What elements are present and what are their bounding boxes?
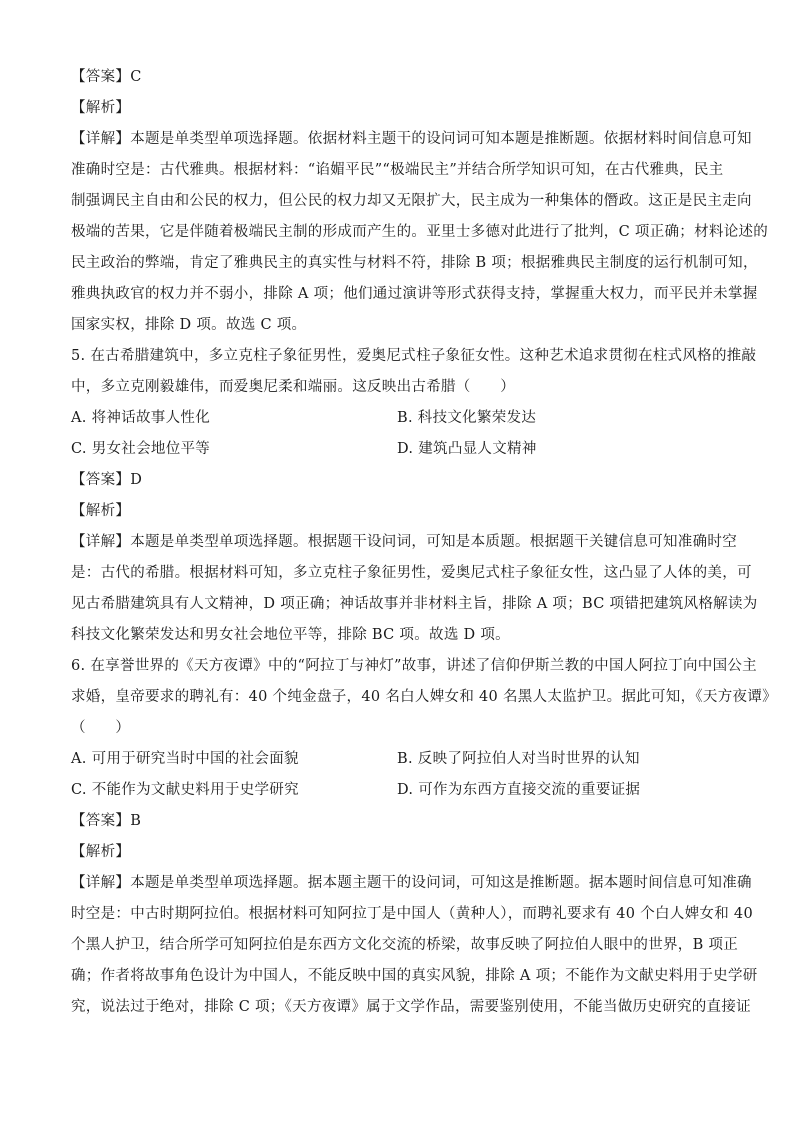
option-d: D. 建筑凸显人文精神 [397,441,537,457]
detail-line: 准确时空是：古代雅典。根据材料：“谄媚平民”“极端民主”并结合所学知识可知，在古代雅典，民主 [71,162,724,178]
question-6-stem [71,651,777,744]
detail-line: 极端的苦果，它是伴随着极端民主制的形成而产生的。亚里士多德对此进行了批判，C 项正确；材料论述的 [71,224,769,240]
option-a: A. 将神话故事人性化 [71,410,210,426]
detail-line: 科技文化繁荣发达和男女社会地位平等，排除 BC 项。故选 D 项。 [71,627,510,643]
detail-q5 [71,527,758,651]
detail-line: 时空是：中古时期阿拉伯。根据材料可知阿拉丁是中国人（黄种人），而聘礼要求有 40 个白人婢女和 40 [71,906,753,922]
detail-line: 究，说法过于绝对，排除 C 项；《天方夜谭》属于文学作品，需要鉴别使用，不能当做历史研究的直接证 [71,999,751,1015]
document-page [71,62,777,1023]
detail-q6 [71,868,758,1023]
detail-line: 雅典执政官的权力并不弱小，排除 A 项；他们通过演讲等形式获得支持，掌握重大权力，而平民并未掌握 [71,286,758,302]
detail-line: 个黑人护卫，结合所学可知阿拉伯是东西方文化交流的桥梁，故事反映了阿拉伯人眼中的世界，B 项正 [71,937,739,953]
option-d: D. 可作为东西方直接交流的重要证据 [397,782,641,798]
question-5-options [71,403,731,465]
stem-line: 6. 在享誉世界的《天方夜谭》中的“阿拉丁与神灯”故事，讲述了信仰伊斯兰教的中国人阿拉丁向中国公主 [71,658,757,674]
option-b: B. 反映了阿拉伯人对当时世界的认知 [397,751,640,767]
stem-line: （ ） [71,720,131,736]
question-5-stem [71,341,757,403]
answer-q4: 【答案】C [71,69,142,85]
detail-line: 民主政治的弊端，肯定了雅典民主的真实性与材料不符，排除 B 项；根据雅典民主制度的运行机制可知， [71,255,758,271]
analysis-label-q6: 【解析】 [71,844,131,860]
analysis-label-q5: 【解析】 [71,503,131,519]
detail-line: 制强调民主自由和公民的权力，但公民的权力却又无限扩大，民主成为一种集体的僭政。这正是民主走向 [71,193,752,209]
detail-line: 确；作者将故事角色设计为中国人，不能反映中国的真实风貌，排除 A 项；不能作为文献史料用于史学研 [71,968,758,984]
detail-line: 【详解】本题是单类型单项选择题。据本题主题干的设问词，可知这是推断题。据本题时间信息可知准确 [71,875,752,891]
detail-line: 国家实权，排除 D 项。故选 C 项。 [71,317,307,333]
detail-line: 【详解】本题是单类型单项选择题。根据题干设问词，可知是本质题。根据题干关键信息可知准确时空 [71,534,737,550]
answer-q6: 【答案】B [71,813,142,829]
stem-line: 5. 在古希腊建筑中，多立克柱子象征男性，爱奥尼式柱子象征女性。这种艺术追求贯彻在柱式风格的推敲 [71,348,757,364]
option-b: B. 科技文化繁荣发达 [397,410,537,426]
answer-q5: 【答案】D [71,472,143,488]
stem-line: 中，多立克刚毅雄伟，而爱奥尼柔和端丽。这反映出古希腊（ ） [71,379,515,395]
option-c: C. 男女社会地位平等 [71,441,211,457]
detail-q4 [71,124,769,341]
stem-line: 求婚，皇帝要求的聘礼有：40 个纯金盘子，40 名白人婢女和 40 名黑人太监护卫。据此可知，《天方夜谭》 [71,689,777,705]
analysis-label-q4: 【解析】 [71,100,131,116]
detail-line: 【详解】本题是单类型单项选择题。依据材料主题干的设问词可知本题是推断题。依据材料时间信息可知 [71,131,752,147]
option-c: C. 不能作为文献史料用于史学研究 [71,782,299,798]
question-6-options [71,744,731,806]
detail-line: 是：古代的希腊。根据材料可知，多立克柱子象征男性，爱奥尼式柱子象征女性，这凸显了人体的美，可 [71,565,752,581]
option-a: A. 可用于研究当时中国的社会面貌 [71,751,299,767]
detail-line: 见古希腊建筑具有人文精神，D 项正确；神话故事并非材料主旨，排除 A 项；BC 项错把建筑风格解读为 [71,596,758,612]
